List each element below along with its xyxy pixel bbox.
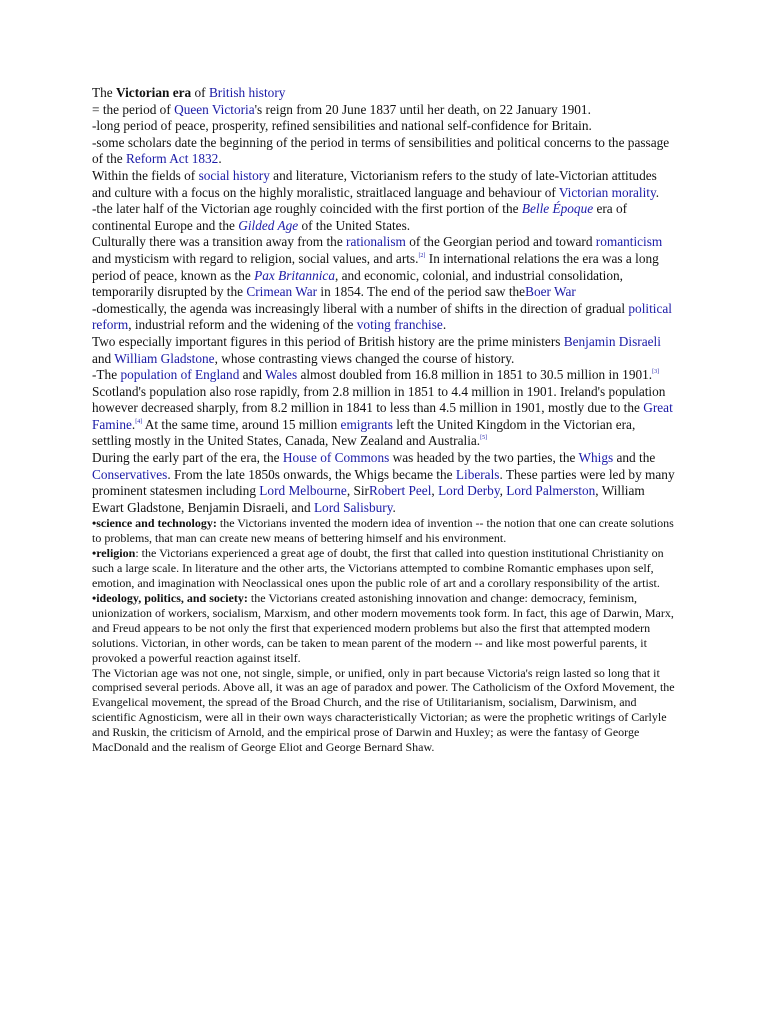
bullet-ideology-politics-society	[92, 591, 676, 666]
text: and literature, Victorianism refers to the study of late-Victorian attitudes and culture with a focus on the highly moralistic, straitlaced language and behaviour of	[92, 167, 657, 200]
text: and the	[613, 450, 656, 466]
bold-term: •religion	[92, 546, 136, 561]
text: : the Victorians experienced a great age of doubt, the first that called into question institutional Christianity on such a large scale. In literature and the other arts, the Victorians attempted to combine Romantic emphases upon self, emotion, and imagination with Neoclassical ones upon the public role of art and a corollary responsibility of the artist.	[92, 546, 664, 591]
bold-term: •science and technology:	[92, 516, 217, 531]
link-british-history[interactable]: British history	[208, 85, 286, 100]
link-benjamin-disraeli[interactable]: Benjamin Disraeli	[563, 333, 661, 349]
link-pax-britannica[interactable]: Pax Britannica	[254, 267, 335, 283]
link-conservatives[interactable]: Conservatives	[92, 466, 168, 482]
link-voting-franchise[interactable]: voting franchise	[356, 317, 443, 333]
bold-term: Victorian era	[116, 85, 192, 100]
link-population-of-england[interactable]: population of England	[120, 367, 240, 383]
bullet-religion	[92, 546, 676, 591]
paragraph-reform-act	[92, 135, 676, 168]
text: . These parties were led by many prominent statesmen including	[92, 466, 675, 499]
paragraph-population	[92, 367, 676, 450]
text: of	[191, 85, 209, 100]
link-william-gladstone[interactable]: William Gladstone	[114, 350, 215, 366]
link-crimean-war[interactable]: Crimean War	[246, 284, 318, 300]
paragraph-victorian-age	[92, 666, 676, 755]
link-rationalism[interactable]: rationalism	[346, 234, 406, 250]
paragraph-social-history	[92, 168, 676, 201]
text: .	[655, 184, 660, 200]
text: , industrial reform and the widening of the	[128, 317, 357, 333]
text: = the period of	[92, 101, 175, 117]
bold-term: •ideology, politics, and society:	[92, 590, 248, 605]
bullet-science-technology	[92, 516, 676, 546]
link-wales[interactable]: Wales	[264, 367, 298, 383]
link-lord-melbourne[interactable]: Lord Melbourne	[259, 483, 347, 499]
text: Scotland's population also rose rapidly, from 2.8 million in 1851 to 4.4 million in 1901. Ireland's population however decreased sharply, from 8.2 million in 1841 to less than 4.5 million in 1901, mostly due to the	[92, 383, 666, 416]
link-whigs[interactable]: Whigs	[578, 450, 614, 466]
text: -some scholars date the beginning of the period in terms of sensibilities and political concerns to the passage of the	[92, 134, 670, 167]
link-political-reform[interactable]: political reform	[92, 300, 672, 333]
text: -The	[92, 367, 121, 383]
link-social-history[interactable]: social history	[198, 167, 270, 183]
text: in 1854. The end of the period saw the	[317, 284, 526, 300]
text: During the early part of the era, the	[92, 450, 283, 466]
link-lord-salisbury[interactable]: Lord Salisbury	[313, 499, 393, 515]
text: , William Ewart Gladstone, Benjamin Disraeli, and	[92, 483, 645, 515]
link-victorian-morality[interactable]: Victorian morality	[558, 184, 656, 200]
citation-ref[interactable]: [3]	[652, 369, 660, 376]
text: .	[442, 317, 447, 333]
text: -the later half of the Victorian age roughly coincided with the first portion of the	[92, 201, 522, 217]
link-gilded-age[interactable]: Gilded Age	[238, 217, 299, 233]
text: Culturally there was a transition away from the	[92, 234, 347, 250]
text: -long period of peace, prosperity, refined sensibilities and national self-confidence for Britain.	[92, 118, 592, 134]
link-great-famine[interactable]: Great Famine	[92, 400, 673, 432]
text: left the United Kingdom in the Victorian era, settling mostly in the United States, Canada, New Zealand and Australia.	[92, 416, 636, 449]
text: and	[92, 350, 115, 366]
text: The Victorian age was not one, not single, simple, or unified, only in part because Victoria's reign lasted so long that it comprised several periods. Above all, it was an age of paradox and power. The Catholicism of the Oxford Movement, the Evangelical movement, the spread of the Broad Church, and the rise of Utilitarianism, socialism, Darwinism, and scientific Agnosticism, were all in their own ways characteristically Victorian; as were the prophetic writings of Carlyle and Ruskin, the criticism of Arnold, and the empirical prose of Darwin and Huxley; as were the fantasy of George MacDonald and the realism of George Eliot and George Bernard Shaw.	[92, 665, 675, 755]
paragraph-parties	[92, 450, 676, 516]
text: of the United States.	[298, 217, 411, 233]
text: Within the fields of	[92, 167, 199, 183]
link-boer-war[interactable]: Boer War	[525, 284, 576, 300]
text: The	[92, 85, 116, 100]
text: was headed by the two parties, the	[389, 450, 579, 466]
paragraph-belle-epoque	[92, 201, 676, 234]
text: , Sir	[346, 483, 369, 499]
text: .	[218, 151, 222, 167]
text: 's reign from 20 June 1837 until her death, on 22 January 1901.	[254, 101, 591, 117]
text: -domestically, the agenda was increasingly liberal with a number of shifts in the direction of gradual	[92, 300, 629, 316]
text: ,	[431, 483, 439, 499]
text: In international relations the era was a long period of peace, known as the	[92, 250, 659, 283]
link-lord-derby[interactable]: Lord Derby	[438, 483, 500, 499]
link-reform-act-1832[interactable]: Reform Act 1832	[125, 151, 219, 167]
link-belle-epoque[interactable]: Belle Époque	[521, 201, 594, 217]
text: ,	[499, 483, 507, 499]
link-emigrants[interactable]: emigrants	[340, 416, 393, 432]
text: At the same time, around 15 million	[142, 416, 341, 432]
document-body	[92, 85, 676, 755]
text: the Victorians invented the modern idea of invention -- the notion that one can create solutions to problems, that man can create new means of bettering himself and his environment.	[92, 516, 674, 546]
paragraph-definition	[92, 102, 676, 119]
paragraph-prime-ministers	[92, 334, 676, 367]
text: era of continental Europe and the	[92, 201, 628, 233]
citation-ref[interactable]: [4]	[135, 418, 143, 425]
text: , and economic, colonial, and industrial consolidation, temporarily disrupted by the	[92, 267, 624, 300]
text: of the Georgian period and toward	[405, 234, 596, 250]
citation-ref[interactable]: [5]	[480, 435, 488, 442]
link-liberals[interactable]: Liberals	[455, 466, 500, 482]
paragraph-title	[92, 85, 676, 102]
text: .	[392, 499, 396, 515]
text: Two especially important figures in this period of British history are the prime ministers	[92, 333, 564, 349]
link-lord-palmerston[interactable]: Lord Palmerston	[506, 483, 596, 499]
text: almost doubled from 16.8 million in 1851 to 30.5 million in 1901.	[297, 367, 653, 383]
link-house-of-commons[interactable]: House of Commons	[282, 450, 390, 466]
text: the Victorians created astonishing innovation and change: democracy, feminism, unionization of workers, socialism, Marxism, and other modern movements took form. In fact, this age of Darwin, Marx, and Freud appears to be not only the first that experienced modern problems but also the first that attempted modern solutions. Victorian, in other words, can be taken to mean parent of the modern -- and like most powerful parents, it provoked a powerful reaction against itself.	[92, 590, 674, 665]
text: .	[131, 416, 136, 432]
link-queen-victoria[interactable]: Queen Victoria	[174, 101, 255, 117]
text: and	[239, 367, 265, 383]
text: and mysticism with regard to religion, social values, and arts.	[92, 250, 419, 266]
paragraph-peace	[92, 118, 676, 135]
link-robert-peel[interactable]: Robert Peel	[368, 483, 432, 499]
link-romanticism[interactable]: romanticism	[595, 234, 663, 250]
text: . From the late 1850s onwards, the Whigs became the	[167, 466, 456, 482]
paragraph-domestic	[92, 301, 676, 334]
paragraph-culture	[92, 234, 676, 300]
text: , whose contrasting views changed the course of history.	[214, 350, 515, 366]
citation-ref[interactable]: [2]	[418, 252, 426, 259]
